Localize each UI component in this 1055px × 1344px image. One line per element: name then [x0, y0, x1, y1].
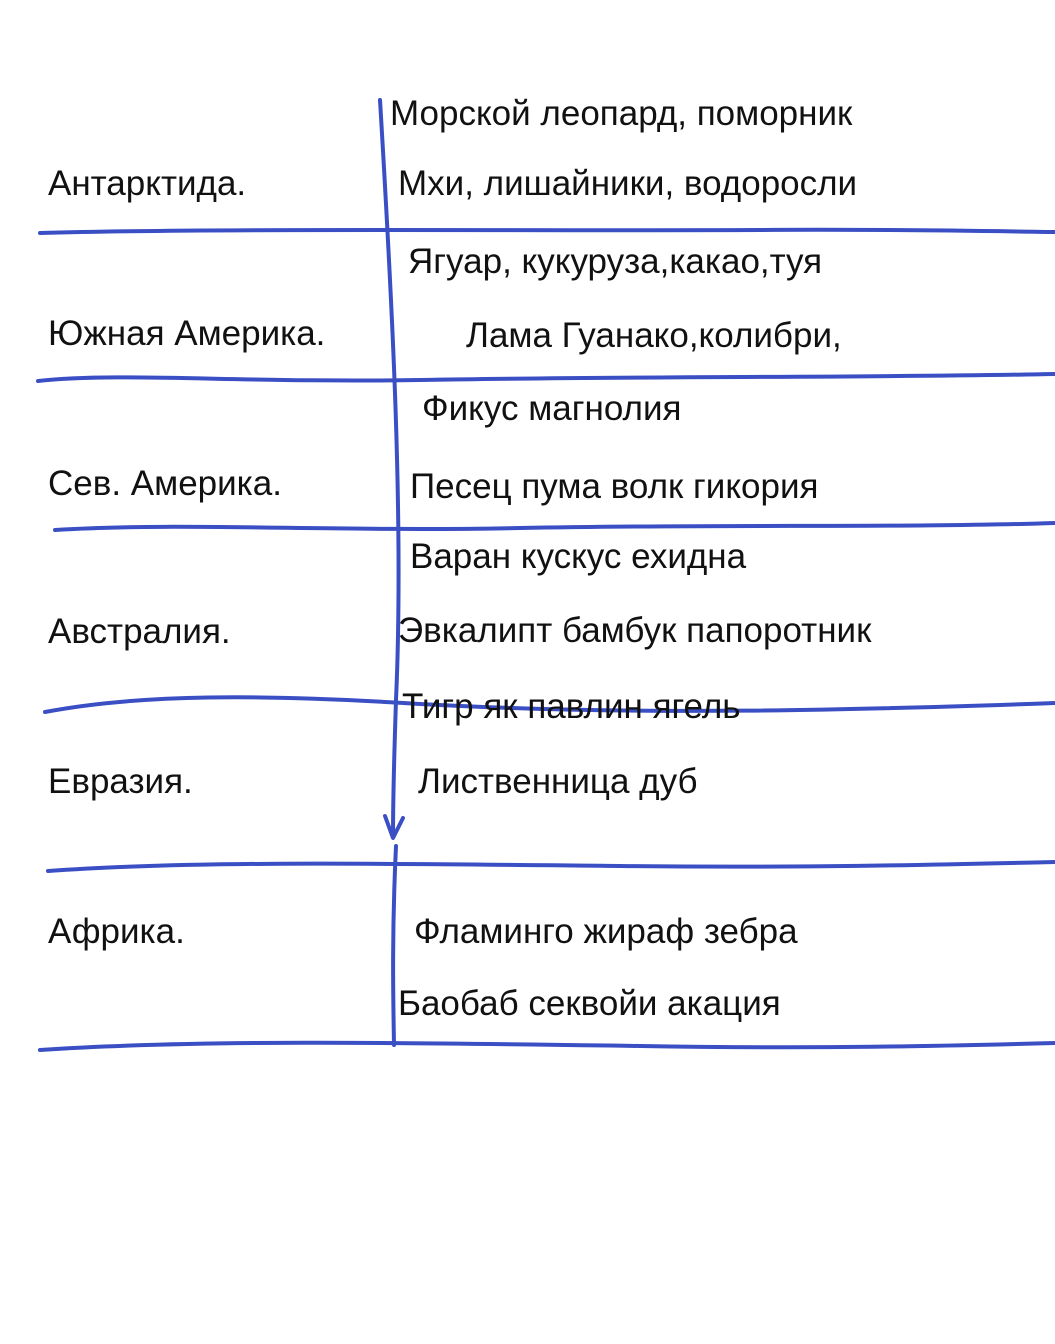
separator-line-6: [40, 1043, 1055, 1050]
separator-line-1: [40, 230, 1055, 233]
species-line: Морской леопард, поморник: [390, 94, 853, 133]
continent-label: Южная Америка.: [48, 314, 326, 353]
separator-line-5: [48, 862, 1055, 871]
continent-label: Антарктида.: [48, 164, 247, 203]
species-line: Ягуар, кукуруза,какао,туя: [408, 242, 823, 281]
column-divider-lower: [393, 846, 396, 1045]
continent-label: Евразия.: [48, 762, 193, 801]
separator-line-3: [55, 523, 1055, 530]
species-line: Лама Гуанако,колибри,: [466, 316, 842, 355]
species-line: Эвкалипт бамбук папоротник: [398, 611, 872, 650]
species-line: Тигр як павлин ягель: [402, 687, 741, 726]
column-divider-arrow: [380, 100, 399, 836]
species-line: Мхи, лишайники, водоросли: [398, 164, 858, 203]
species-line: Баобаб секвойи акация: [398, 984, 781, 1023]
species-line: Варан кускус ехидна: [410, 537, 747, 576]
species-line: Фикус магнолия: [422, 389, 682, 428]
separator-line-2: [38, 374, 1055, 381]
continent-label: Сев. Америка.: [48, 464, 282, 503]
continent-label: Африка.: [48, 912, 185, 951]
continent-label: Австралия.: [48, 612, 231, 651]
column-divider-arrowhead: [385, 816, 403, 838]
species-line: Песец пума волк гикория: [410, 467, 819, 506]
species-line: Фламинго жираф зебра: [414, 912, 798, 951]
species-line: Лиственница дуб: [418, 762, 698, 801]
